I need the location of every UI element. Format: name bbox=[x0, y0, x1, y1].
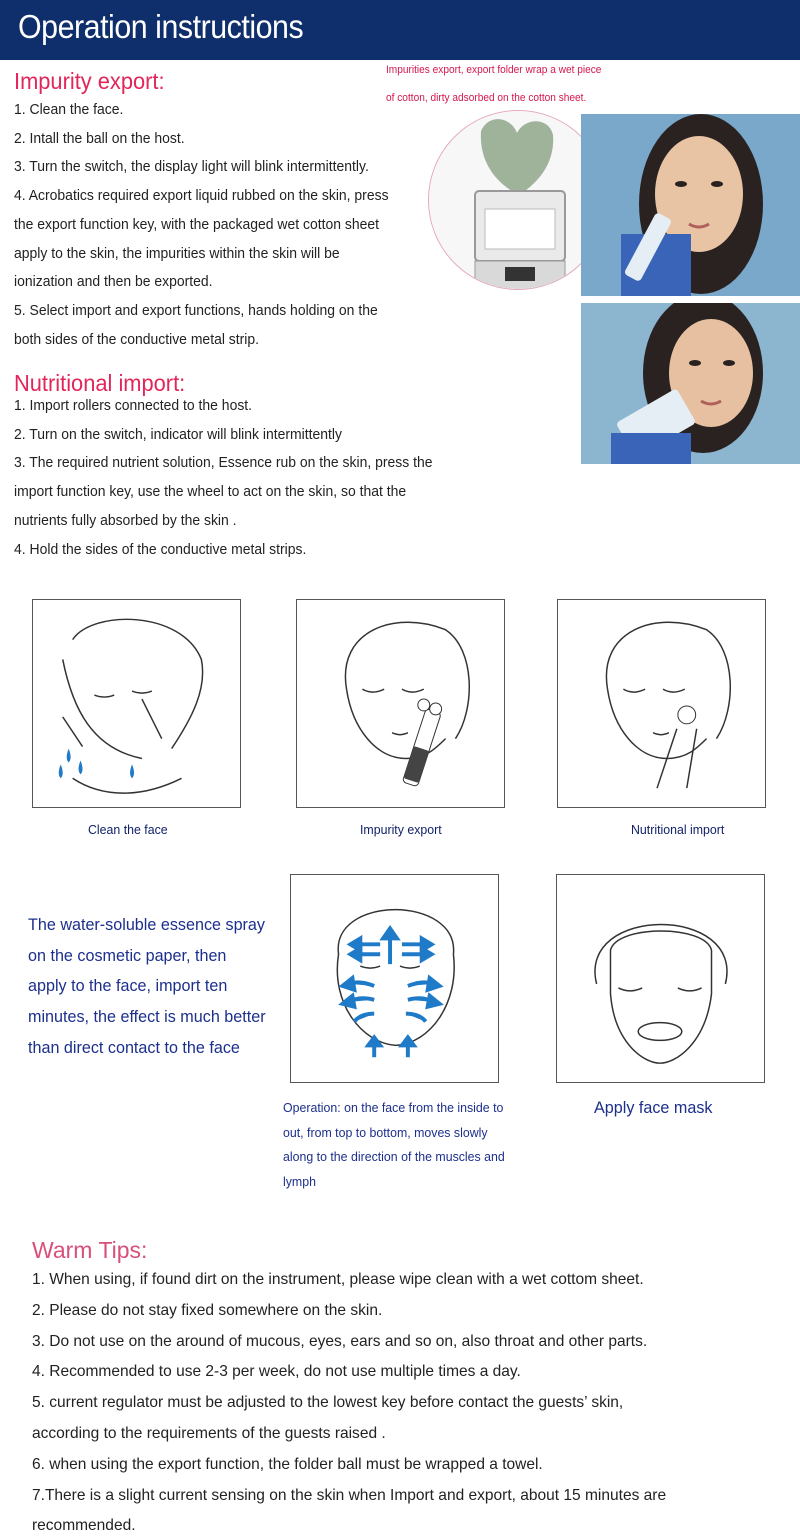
note-line: along to the direction of the muscles and bbox=[283, 1149, 505, 1165]
list-item: the export function key, with the packaged wet cotton sheet bbox=[14, 215, 379, 233]
list-item: apply to the skin, the impurities within the skin will be bbox=[14, 244, 340, 262]
page-title: Operation instructions bbox=[18, 8, 304, 45]
warm-tips-list bbox=[32, 1265, 686, 1537]
massage-direction-illustration bbox=[290, 874, 499, 1083]
list-item: 2. Intall the ball on the host. bbox=[14, 129, 185, 147]
operation-note bbox=[283, 1096, 505, 1195]
list-item: 4. Acrobatics required export liquid rubbed on the skin, press bbox=[14, 187, 389, 205]
list-item: nutrients fully absorbed by the skin . bbox=[14, 511, 237, 529]
nutritional-import-illustration bbox=[557, 599, 766, 808]
device-caption-line2: of cotton, dirty adsorbed on the cotton sheet. bbox=[386, 92, 587, 104]
woman-photo-export bbox=[581, 114, 800, 296]
list-item: import function key, use the wheel to act on the skin, so that the bbox=[14, 483, 407, 501]
list-item: 2. Turn on the switch, indicator will blink intermittently bbox=[14, 425, 342, 443]
list-item: 6. when using the export function, the folder ball must be wrapped a towel. bbox=[32, 1455, 543, 1473]
list-item: 7.There is a slight current sensing on the skin when Import and export, about 15 minutes are bbox=[32, 1486, 667, 1504]
warm-tips-heading: Warm Tips: bbox=[32, 1237, 148, 1263]
face-mask-illustration bbox=[556, 874, 765, 1083]
caption-impurity-export: Impurity export bbox=[360, 822, 442, 837]
list-item: recommended. bbox=[32, 1517, 136, 1535]
note-line: The water-soluble essence spray bbox=[28, 915, 265, 934]
list-item: 1. When using, if found dirt on the instrument, please wipe clean with a wet cottom sheet. bbox=[32, 1271, 644, 1288]
note-line: than direct contact to the face bbox=[28, 1037, 240, 1057]
nutritional-import-heading: Nutritional import: bbox=[14, 370, 186, 396]
nutritional-import-steps bbox=[14, 392, 464, 564]
list-item: both sides of the conductive metal strip. bbox=[14, 330, 260, 348]
list-item: 1. Clean the face. bbox=[14, 101, 124, 118]
note-line: minutes, the effect is much better bbox=[28, 1007, 266, 1027]
list-item: 4. Hold the sides of the conductive metal strips. bbox=[14, 540, 307, 558]
list-item: 3. The required nutrient solution, Essence rub on the skin, press the bbox=[14, 454, 433, 472]
note-line: out, from top to bottom, moves slowly bbox=[283, 1124, 488, 1140]
list-item: 2. Please do not stay fixed somewhere on the skin. bbox=[32, 1301, 383, 1319]
impurity-export-steps bbox=[14, 96, 417, 354]
device-caption-line1: Impurities export, export folder wrap a wet piece bbox=[386, 64, 602, 76]
woman-photo-import bbox=[581, 303, 800, 464]
clean-face-illustration bbox=[32, 599, 241, 808]
note-line: apply to the face, import ten bbox=[28, 976, 228, 996]
list-item: 1. Import rollers connected to the host. bbox=[14, 397, 253, 414]
caption-nutritional-import: Nutritional import bbox=[631, 822, 725, 837]
caption-apply-face-mask: Apply face mask bbox=[594, 1098, 713, 1117]
list-item: ionization and then be exported. bbox=[14, 273, 213, 291]
impurity-export-illustration bbox=[296, 599, 505, 808]
list-item: according to the requirements of the guests raised . bbox=[32, 1424, 386, 1442]
list-item: 4. Recommended to use 2-3 per week, do not use multiple times a day. bbox=[32, 1363, 521, 1381]
list-item: 3. Do not use on the around of mucous, eyes, ears and so on, also throat and other parts. bbox=[32, 1332, 648, 1350]
caption-clean-face: Clean the face bbox=[88, 822, 168, 837]
list-item: 3. Turn the switch, the display light will blink intermittently. bbox=[14, 158, 369, 176]
note-line: on the cosmetic paper, then bbox=[28, 945, 227, 965]
list-item: 5. Select import and export functions, hands holding on the bbox=[14, 301, 378, 319]
impurity-export-heading: Impurity export: bbox=[14, 68, 165, 94]
note-line: Operation: on the face from the inside to bbox=[283, 1100, 504, 1115]
list-item: 5. current regulator must be adjusted to the lowest key before contact the guests’ skin, bbox=[32, 1394, 624, 1412]
essence-spray-note bbox=[28, 910, 266, 1064]
header-bar bbox=[0, 0, 800, 60]
note-line: lymph bbox=[283, 1174, 316, 1190]
